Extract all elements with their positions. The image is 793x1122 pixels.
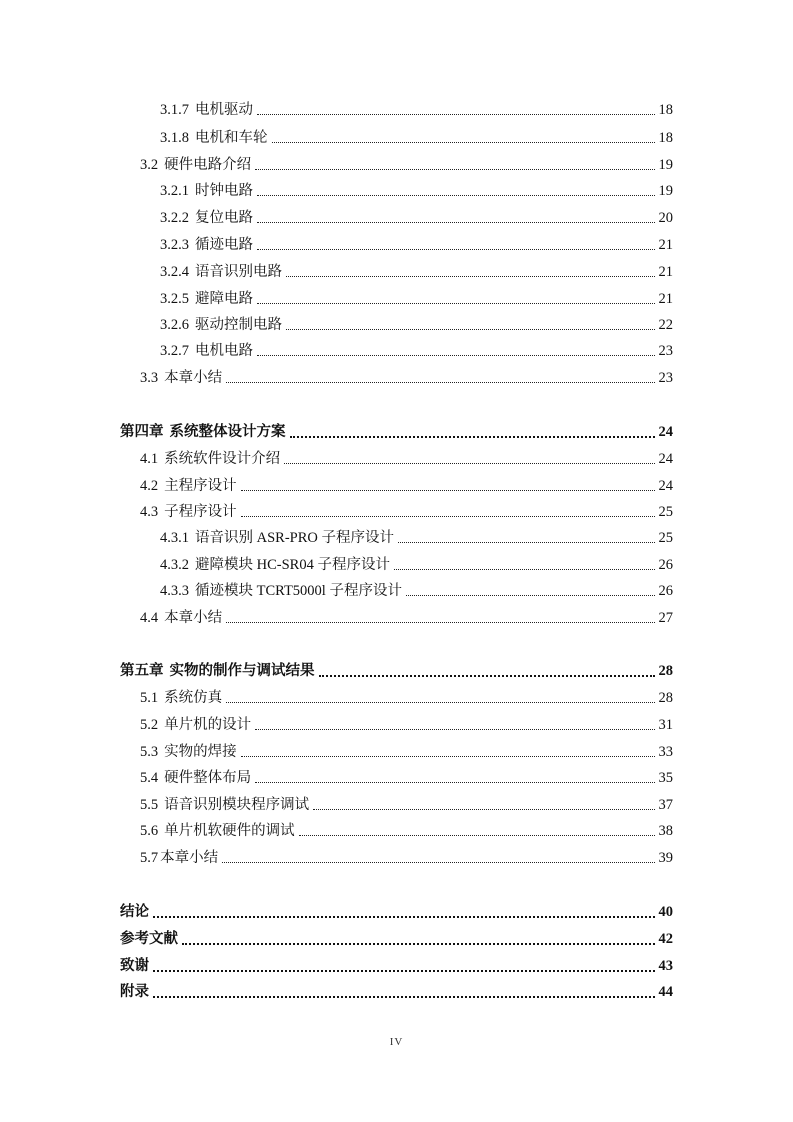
toc-entry-number: 4.2 bbox=[140, 478, 159, 494]
toc-entry-title: 电机驱动 bbox=[195, 102, 253, 118]
dot-leader bbox=[255, 728, 654, 730]
toc-entry-number: 4.1 bbox=[140, 451, 159, 467]
dot-leader bbox=[286, 275, 655, 277]
toc-entry-3-2-2[interactable] bbox=[160, 207, 673, 229]
toc-entry-title: 语音识别模块程序调试 bbox=[164, 797, 310, 813]
dot-leader bbox=[284, 462, 654, 464]
toc-entry-number: 3.2.2 bbox=[160, 210, 189, 226]
dot-leader bbox=[226, 381, 654, 383]
dot-leader bbox=[257, 113, 655, 115]
toc-entry-page: 39 bbox=[658, 850, 673, 866]
toc-entry-title: 本章小结 bbox=[164, 370, 223, 386]
toc-entry-4-3-2[interactable] bbox=[160, 554, 673, 576]
toc-entry-3-3[interactable] bbox=[140, 367, 673, 389]
dot-leader bbox=[257, 248, 655, 250]
toc-entry-page: 23 bbox=[658, 370, 673, 386]
dot-leader bbox=[226, 701, 654, 703]
dot-leader bbox=[153, 969, 655, 972]
toc-entry-page: 21 bbox=[658, 291, 673, 307]
toc-entry-title: 复位电路 bbox=[195, 210, 253, 226]
dot-leader bbox=[286, 328, 655, 330]
toc-entry-number: 3.2.6 bbox=[160, 317, 189, 333]
toc-entry-page: 25 bbox=[658, 504, 673, 520]
dot-leader bbox=[255, 781, 654, 783]
toc-entry-number: 5.3 bbox=[140, 744, 159, 760]
toc-entry-3-2-6[interactable] bbox=[160, 314, 673, 336]
dot-leader bbox=[222, 861, 654, 863]
toc-entry-number: 5.6 bbox=[140, 823, 159, 839]
dot-leader bbox=[226, 621, 654, 623]
toc-entry-number: 3.2.3 bbox=[160, 237, 189, 253]
toc-entry-4-2[interactable] bbox=[140, 475, 673, 497]
toc-entry-number: 3.1.7 bbox=[160, 102, 189, 118]
toc-entry-conclusion[interactable] bbox=[120, 901, 673, 923]
toc-entry-page: 26 bbox=[658, 583, 673, 599]
toc-entry-4-3-1[interactable] bbox=[160, 527, 673, 549]
toc-entry-page: 43 bbox=[658, 958, 673, 974]
toc-entry-number: 4.3.1 bbox=[160, 530, 189, 546]
toc-entry-page: 21 bbox=[658, 237, 673, 253]
toc-entry-number: 4.3.2 bbox=[160, 557, 189, 573]
toc-entry-5-4[interactable] bbox=[140, 767, 673, 789]
toc-entry-3-1-7[interactable] bbox=[160, 99, 673, 121]
toc-entry-page: 35 bbox=[658, 770, 673, 786]
toc-entry-page: 20 bbox=[658, 210, 673, 226]
toc-entry-3-2-7[interactable] bbox=[160, 340, 673, 362]
toc-entry-title: 系统仿真 bbox=[164, 690, 223, 706]
toc-entry-page: 23 bbox=[658, 343, 673, 359]
toc-entry-5-3[interactable] bbox=[140, 741, 673, 763]
dot-leader bbox=[241, 515, 655, 517]
toc-entry-number: 3.3 bbox=[140, 370, 159, 386]
toc-entry-number: 第四章 bbox=[120, 424, 164, 440]
toc-entry-number: 4.3.3 bbox=[160, 583, 189, 599]
toc-entry-3-2-5[interactable] bbox=[160, 288, 673, 310]
toc-entry-page: 44 bbox=[658, 984, 673, 1000]
toc-entry-number: 3.2.5 bbox=[160, 291, 189, 307]
toc-entry-title: 单片机软硬件的调试 bbox=[164, 823, 295, 839]
dot-leader bbox=[257, 221, 655, 223]
toc-entry-page: 22 bbox=[658, 317, 673, 333]
toc-entry-page: 26 bbox=[658, 557, 673, 573]
toc-entry-title: 硬件整体布局 bbox=[164, 770, 252, 786]
toc-entry-title: 实物的焊接 bbox=[164, 744, 237, 760]
toc-entry-5-1[interactable] bbox=[140, 687, 673, 709]
dot-leader bbox=[299, 834, 655, 836]
toc-entry-page: 21 bbox=[658, 264, 673, 280]
toc-entry-title: 硬件电路介绍 bbox=[164, 157, 252, 173]
toc-entry-title: 电机电路 bbox=[195, 343, 253, 359]
toc-entry-title: 参考文献 bbox=[120, 931, 178, 947]
dot-leader bbox=[406, 594, 655, 596]
dot-leader bbox=[153, 915, 655, 918]
dot-leader bbox=[257, 302, 655, 304]
toc-entry-page: 38 bbox=[658, 823, 673, 839]
toc-entry-page: 18 bbox=[658, 102, 673, 118]
toc-entry-page: 33 bbox=[658, 744, 673, 760]
toc-entry-3-1-8[interactable] bbox=[160, 127, 673, 149]
toc-entry-number: 5.1 bbox=[140, 690, 159, 706]
toc-entry-page: 37 bbox=[658, 797, 673, 813]
toc-entry-title: 避障模块 HC-SR04 子程序设计 bbox=[195, 557, 390, 573]
toc-entry-page: 19 bbox=[658, 157, 673, 173]
toc-entry-page: 18 bbox=[658, 130, 673, 146]
toc-entry-number: 5.2 bbox=[140, 717, 159, 733]
toc-entry-page: 19 bbox=[658, 183, 673, 199]
toc-entry-title: 系统软件设计介绍 bbox=[164, 451, 281, 467]
toc-entry-page: 42 bbox=[658, 931, 673, 947]
toc-entry-acknowledgements[interactable] bbox=[120, 955, 673, 977]
page-number: IV bbox=[389, 1036, 404, 1048]
toc-entry-appendix[interactable] bbox=[120, 981, 673, 1003]
toc-entry-title: 子程序设计 bbox=[164, 504, 237, 520]
toc-entry-3-2-1[interactable] bbox=[160, 180, 673, 202]
dot-leader bbox=[182, 942, 655, 945]
toc-entry-title: 循迹电路 bbox=[195, 237, 253, 253]
toc-entry-title: 时钟电路 bbox=[195, 183, 253, 199]
dot-leader bbox=[394, 568, 655, 570]
toc-entry-4-1[interactable] bbox=[140, 448, 673, 470]
toc-entry-chapter-4[interactable] bbox=[120, 421, 673, 443]
toc-entry-title: 本章小结 bbox=[160, 850, 219, 866]
toc-entry-number: 5.4 bbox=[140, 770, 159, 786]
toc-entry-number: 第五章 bbox=[120, 663, 164, 679]
toc-entry-title: 附录 bbox=[120, 984, 149, 1000]
dot-leader bbox=[398, 541, 655, 543]
dot-leader bbox=[290, 435, 655, 438]
toc-entry-5-2[interactable] bbox=[140, 714, 673, 736]
toc-entry-page: 25 bbox=[658, 530, 673, 546]
dot-leader bbox=[241, 755, 655, 757]
toc-entry-number: 5.7 bbox=[140, 850, 159, 866]
toc-entry-number: 3.2.7 bbox=[160, 343, 189, 359]
toc-entry-references[interactable] bbox=[120, 928, 673, 950]
toc-entry-title: 主程序设计 bbox=[164, 478, 237, 494]
toc-entry-4-3-3[interactable] bbox=[160, 580, 673, 602]
toc-entry-number: 4.3 bbox=[140, 504, 159, 520]
toc-entry-number: 3.2.1 bbox=[160, 183, 189, 199]
dot-leader bbox=[241, 489, 655, 491]
toc-entry-title: 实物的制作与调试结果 bbox=[169, 663, 315, 679]
toc-entry-page: 24 bbox=[658, 424, 673, 440]
toc-entry-4-3[interactable] bbox=[140, 501, 673, 523]
toc-entry-number: 3.2.4 bbox=[160, 264, 189, 280]
toc-entry-title: 致谢 bbox=[120, 958, 149, 974]
dot-leader bbox=[153, 995, 655, 998]
toc-entry-3-2-3[interactable] bbox=[160, 234, 673, 256]
toc-entry-number: 4.4 bbox=[140, 610, 159, 626]
toc-entry-title: 驱动控制电路 bbox=[195, 317, 282, 333]
toc-entry-4-4[interactable] bbox=[140, 607, 673, 629]
toc-entry-number: 5.5 bbox=[140, 797, 159, 813]
toc-entry-number: 3.1.8 bbox=[160, 130, 189, 146]
toc-entry-title: 结论 bbox=[120, 904, 149, 920]
toc-entry-page: 28 bbox=[658, 690, 673, 706]
toc-entry-title: 循迹模块 TCRT5000l 子程序设计 bbox=[195, 583, 402, 599]
dot-leader bbox=[255, 168, 654, 170]
dot-leader bbox=[272, 141, 655, 143]
toc-entry-title: 系统整体设计方案 bbox=[169, 424, 286, 440]
dot-leader bbox=[257, 354, 655, 356]
toc-entry-page: 24 bbox=[658, 451, 673, 467]
toc-entry-3-2[interactable] bbox=[140, 154, 673, 176]
toc-entry-title: 电机和车轮 bbox=[195, 130, 268, 146]
toc-entry-page: 27 bbox=[658, 610, 673, 626]
toc-entry-title: 语音识别 ASR-PRO 子程序设计 bbox=[195, 530, 394, 546]
toc-entry-title: 语音识别电路 bbox=[195, 264, 282, 280]
toc-entry-5-5[interactable] bbox=[140, 794, 673, 816]
toc-entry-title: 本章小结 bbox=[164, 610, 223, 626]
toc-entry-number: 3.2 bbox=[140, 157, 159, 173]
dot-leader bbox=[313, 808, 654, 810]
toc-entry-page: 28 bbox=[658, 663, 673, 679]
toc-entry-title: 避障电路 bbox=[195, 291, 253, 307]
toc-entry-5-7[interactable] bbox=[140, 847, 673, 869]
toc-entry-5-6[interactable] bbox=[140, 820, 673, 842]
toc-entry-chapter-5[interactable] bbox=[120, 660, 673, 682]
toc-entry-page: 40 bbox=[658, 904, 673, 920]
toc-entry-3-2-4[interactable] bbox=[160, 261, 673, 283]
dot-leader bbox=[257, 194, 655, 196]
dot-leader bbox=[319, 674, 655, 677]
toc-entry-page: 31 bbox=[658, 717, 673, 733]
toc-entry-title: 单片机的设计 bbox=[164, 717, 252, 733]
toc-entry-page: 24 bbox=[658, 478, 673, 494]
